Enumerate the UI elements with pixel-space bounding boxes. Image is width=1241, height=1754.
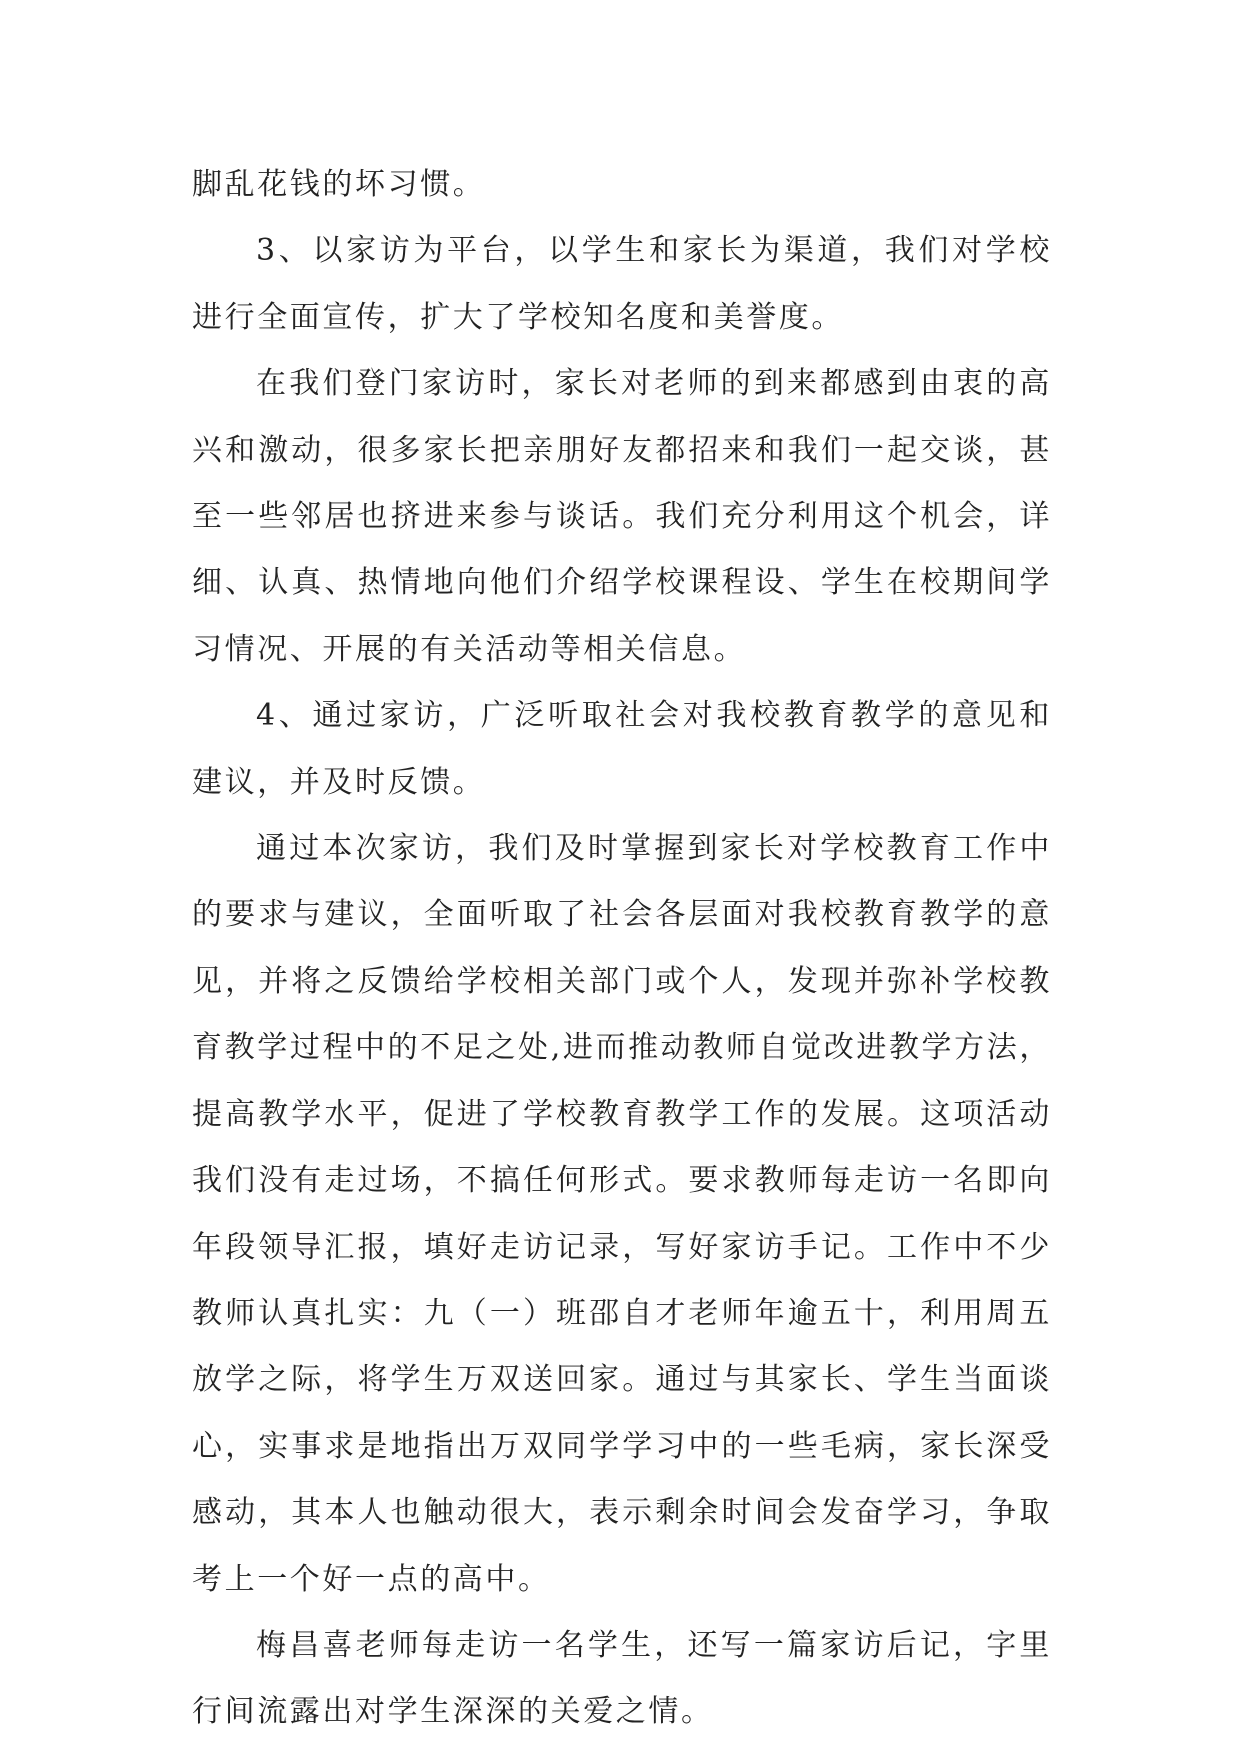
document-body	[192, 152, 1052, 1746]
paragraph-teacher-example: 梅昌喜老师每走访一名学生，还写一篇家访后记，字里行间流露出对学生深深的关爱之情。	[192, 1627, 1052, 1730]
paragraph-home-visit-reception: 在我们登门家访时，家长对老师的到来都感到由衷的高兴和激动，很多家长把亲朋好友都招来和我们一起交谈，甚至一些邻居也挤进来参与谈话。我们充分利用这个机会，详细、认真、热情地向他们介绍学校课程设、学生在校期间学习情况、开展的有关活动等相关信息。	[192, 366, 1052, 667]
paragraph-item-4: 4、通过家访，广泛听取社会对我校教育教学的意见和建议，并及时反馈。	[192, 698, 1052, 800]
paragraph-continuation: 脚乱花钱的坏习惯。	[192, 167, 486, 202]
paragraph-visit-results: 通过本次家访，我们及时掌握到家长对学校教育工作中的要求与建议，全面听取了社会各层面对我校教育教学的意见，并将之反馈给学校相关部门或个人，发现并弥补学校教育教学过程中的不足之处,进而推动教师自觉改进教学方法，提高教学水平，促进了学校教育教学工作的发展。这项活动我们没有走过场，不搞任何形式。要求教师每走访一名即向年段领导汇报，填好走访记录，写好家访手记。工作中不少教师认真扎实：九（一）班邵自才老师年逾五十，利用周五放学之际，将学生万双送回家。通过与其家长、学生当面谈心，实事求是地指出万双同学学习中的一些毛病，家长深受感动，其本人也触动很大，表示剩余时间会发奋学习，争取考上一个好一点的高中。	[192, 831, 1052, 1597]
paragraph-item-3: 3、以家访为平台，以学生和家长为渠道，我们对学校进行全面宣传，扩大了学校知名度和美誉度。	[192, 233, 1052, 335]
